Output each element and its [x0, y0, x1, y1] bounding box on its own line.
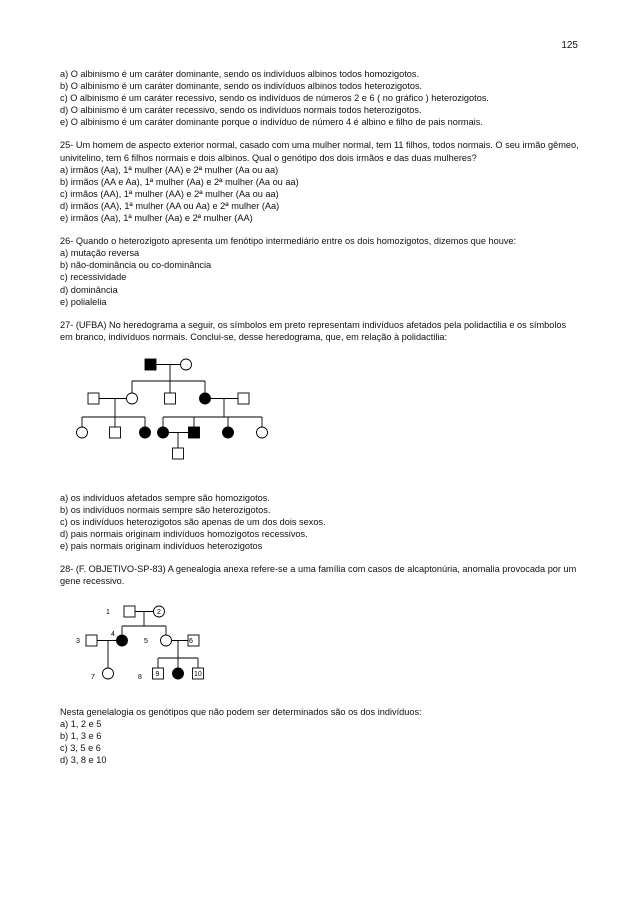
pedigree-female-normal: [257, 427, 268, 438]
pedigree-alkaptonuria: [60, 588, 580, 706]
option-a: a) os indivíduos afetados sempre são homozigotos.: [60, 492, 270, 503]
individual-label-1: 1: [106, 608, 110, 616]
individual-label-9: 9: [155, 670, 160, 678]
pedigree-female-normal: [181, 359, 192, 370]
question-27-options: [60, 492, 580, 552]
option-c: c) os indivíduos heterozigotos são apenas de um dos dois sexos.: [60, 517, 326, 528]
option-c: c) 3, 5 e 6: [60, 742, 101, 753]
pedigree-female-affected: [117, 635, 128, 646]
question-27: [60, 319, 580, 343]
option-a: a) irmãos (Aa), 1ª mulher (AA) e 2ª mulher (Aa ou aa): [60, 164, 279, 175]
option-a: a) 1, 2 e 5: [60, 718, 102, 729]
option-b: b) os indivíduos normais sempre são heterozigotos.: [60, 504, 271, 515]
pedigree-female-affected: [223, 427, 234, 438]
individual-label-10: 10: [194, 670, 202, 678]
pedigree-female-normal: [103, 668, 114, 679]
option-d: d) O albinismo é um caráter recessivo, sendo os indivíduos normais todos heterozigotos.: [60, 105, 422, 116]
option-a: a) O albinismo é um caráter dominante, sendo os indivíduos albinos todos homozigotos.: [60, 69, 420, 79]
individual-label-8: 8: [138, 673, 142, 681]
pedigree-polydactyly: [60, 347, 580, 492]
question-25-text: 25- Um homem de aspecto exterior normal, casado com uma mulher normal, tem 11 filhos, todos normais. O seu irmão gêmeo, univitelino, tem 6 filhos normais e dois albinos. Qual o genótipo dos dois irmãos e das duas mulheres?: [60, 140, 579, 163]
option-c: c) O albinismo é um caráter recessivo, sendo os indivíduos de números 2 e 6 ( no gráfico ) heterozigotos.: [60, 93, 489, 104]
question-28-text: 28- (F. OBJETIVO-SP-83) A genealogia anexa refere-se a uma família com casos de alcaptonúria, anomalia provocada por um gene recessivo.: [60, 564, 577, 587]
pedigree-male-normal: [173, 448, 184, 459]
pedigree-male-normal: [238, 393, 249, 404]
page-number: 125: [561, 40, 578, 51]
pedigree-male-normal: [88, 393, 99, 404]
option-d: d) irmãos (AA), 1ª mulher (AA ou Aa) e 2ª mulher (Aa): [60, 200, 280, 211]
individual-label-2: 2: [157, 608, 161, 616]
pedigree-female-affected: [173, 668, 184, 679]
option-b: b) não-dominância ou co-dominância: [60, 260, 212, 271]
pedigree-female-affected: [200, 393, 211, 404]
option-b: b) O albinismo é um caráter dominante, sendo os indivíduos albinos todos heterozigotos.: [60, 81, 423, 92]
option-e: e) irmãos (Aa), 1ª mulher (Aa) e 2ª mulher (AA): [60, 213, 253, 224]
pedigree-male-affected: [189, 427, 200, 438]
option-e: e) polialelia: [60, 296, 107, 307]
pedigree-male-affected: [145, 359, 156, 370]
option-a: a) mutação reversa: [60, 248, 140, 259]
option-b: b) 1, 3 e 6: [60, 730, 102, 741]
pedigree-male-normal: [110, 427, 121, 438]
option-b: b) irmãos (AA e Aa), 1ª mulher (Aa) e 2ª mulher (Aa ou aa): [60, 176, 299, 187]
pedigree-female-normal: [77, 427, 88, 438]
pedigree-female-normal: [127, 393, 138, 404]
question-28-prompt: Nesta genelalogia os genótipos que não podem ser determinados são os dos indivíduos:: [60, 706, 422, 717]
pedigree-female-affected: [158, 427, 169, 438]
previous-question-options: [60, 68, 580, 128]
question-26-text: 26- Quando o heterozigoto apresenta um fenótipo intermediário entre os dois homozigotos, dizemos que houve:: [60, 236, 517, 247]
question-26: [60, 235, 580, 308]
pedigree-female-affected: [140, 427, 151, 438]
option-e: e) pais normais originam indivíduos heterozigotos: [60, 541, 263, 552]
option-c: c) recessividade: [60, 272, 127, 283]
option-d: d) dominância: [60, 284, 118, 295]
individual-label-6: 6: [189, 637, 193, 645]
option-d: d) 3, 8 e 10: [60, 754, 107, 765]
pedigree-male-normal: [165, 393, 176, 404]
individual-label-3: 3: [76, 637, 80, 645]
question-28: [60, 563, 580, 587]
pedigree-female-normal: [161, 635, 172, 646]
option-d: d) pais normais originam indivíduos homozigotos recessivos.: [60, 529, 308, 540]
individual-label-4: 4: [111, 630, 115, 638]
pedigree-male-normal: [86, 635, 97, 646]
individual-label-5: 5: [144, 637, 148, 645]
page-content: [60, 68, 580, 766]
individual-label-7: 7: [91, 673, 95, 681]
option-c: c) irmãos (AA), 1ª mulher (AA) e 2ª mulher (Aa ou aa): [60, 188, 279, 199]
question-28-answers: [60, 706, 580, 766]
question-25: [60, 139, 580, 224]
pedigree-male-normal: [124, 606, 135, 617]
option-e: e) O albinismo é um caráter dominante porque o indivíduo de número 4 é albino e filho de pais normais.: [60, 117, 483, 128]
question-27-text: 27- (UFBA) No heredograma a seguir, os símbolos em preto representam indivíduos afetados pela polidactilia e os símbolos em branco, indivíduos normais. Conclui-se, desse heredograma, que, em relação à polidactilia:: [60, 319, 567, 342]
